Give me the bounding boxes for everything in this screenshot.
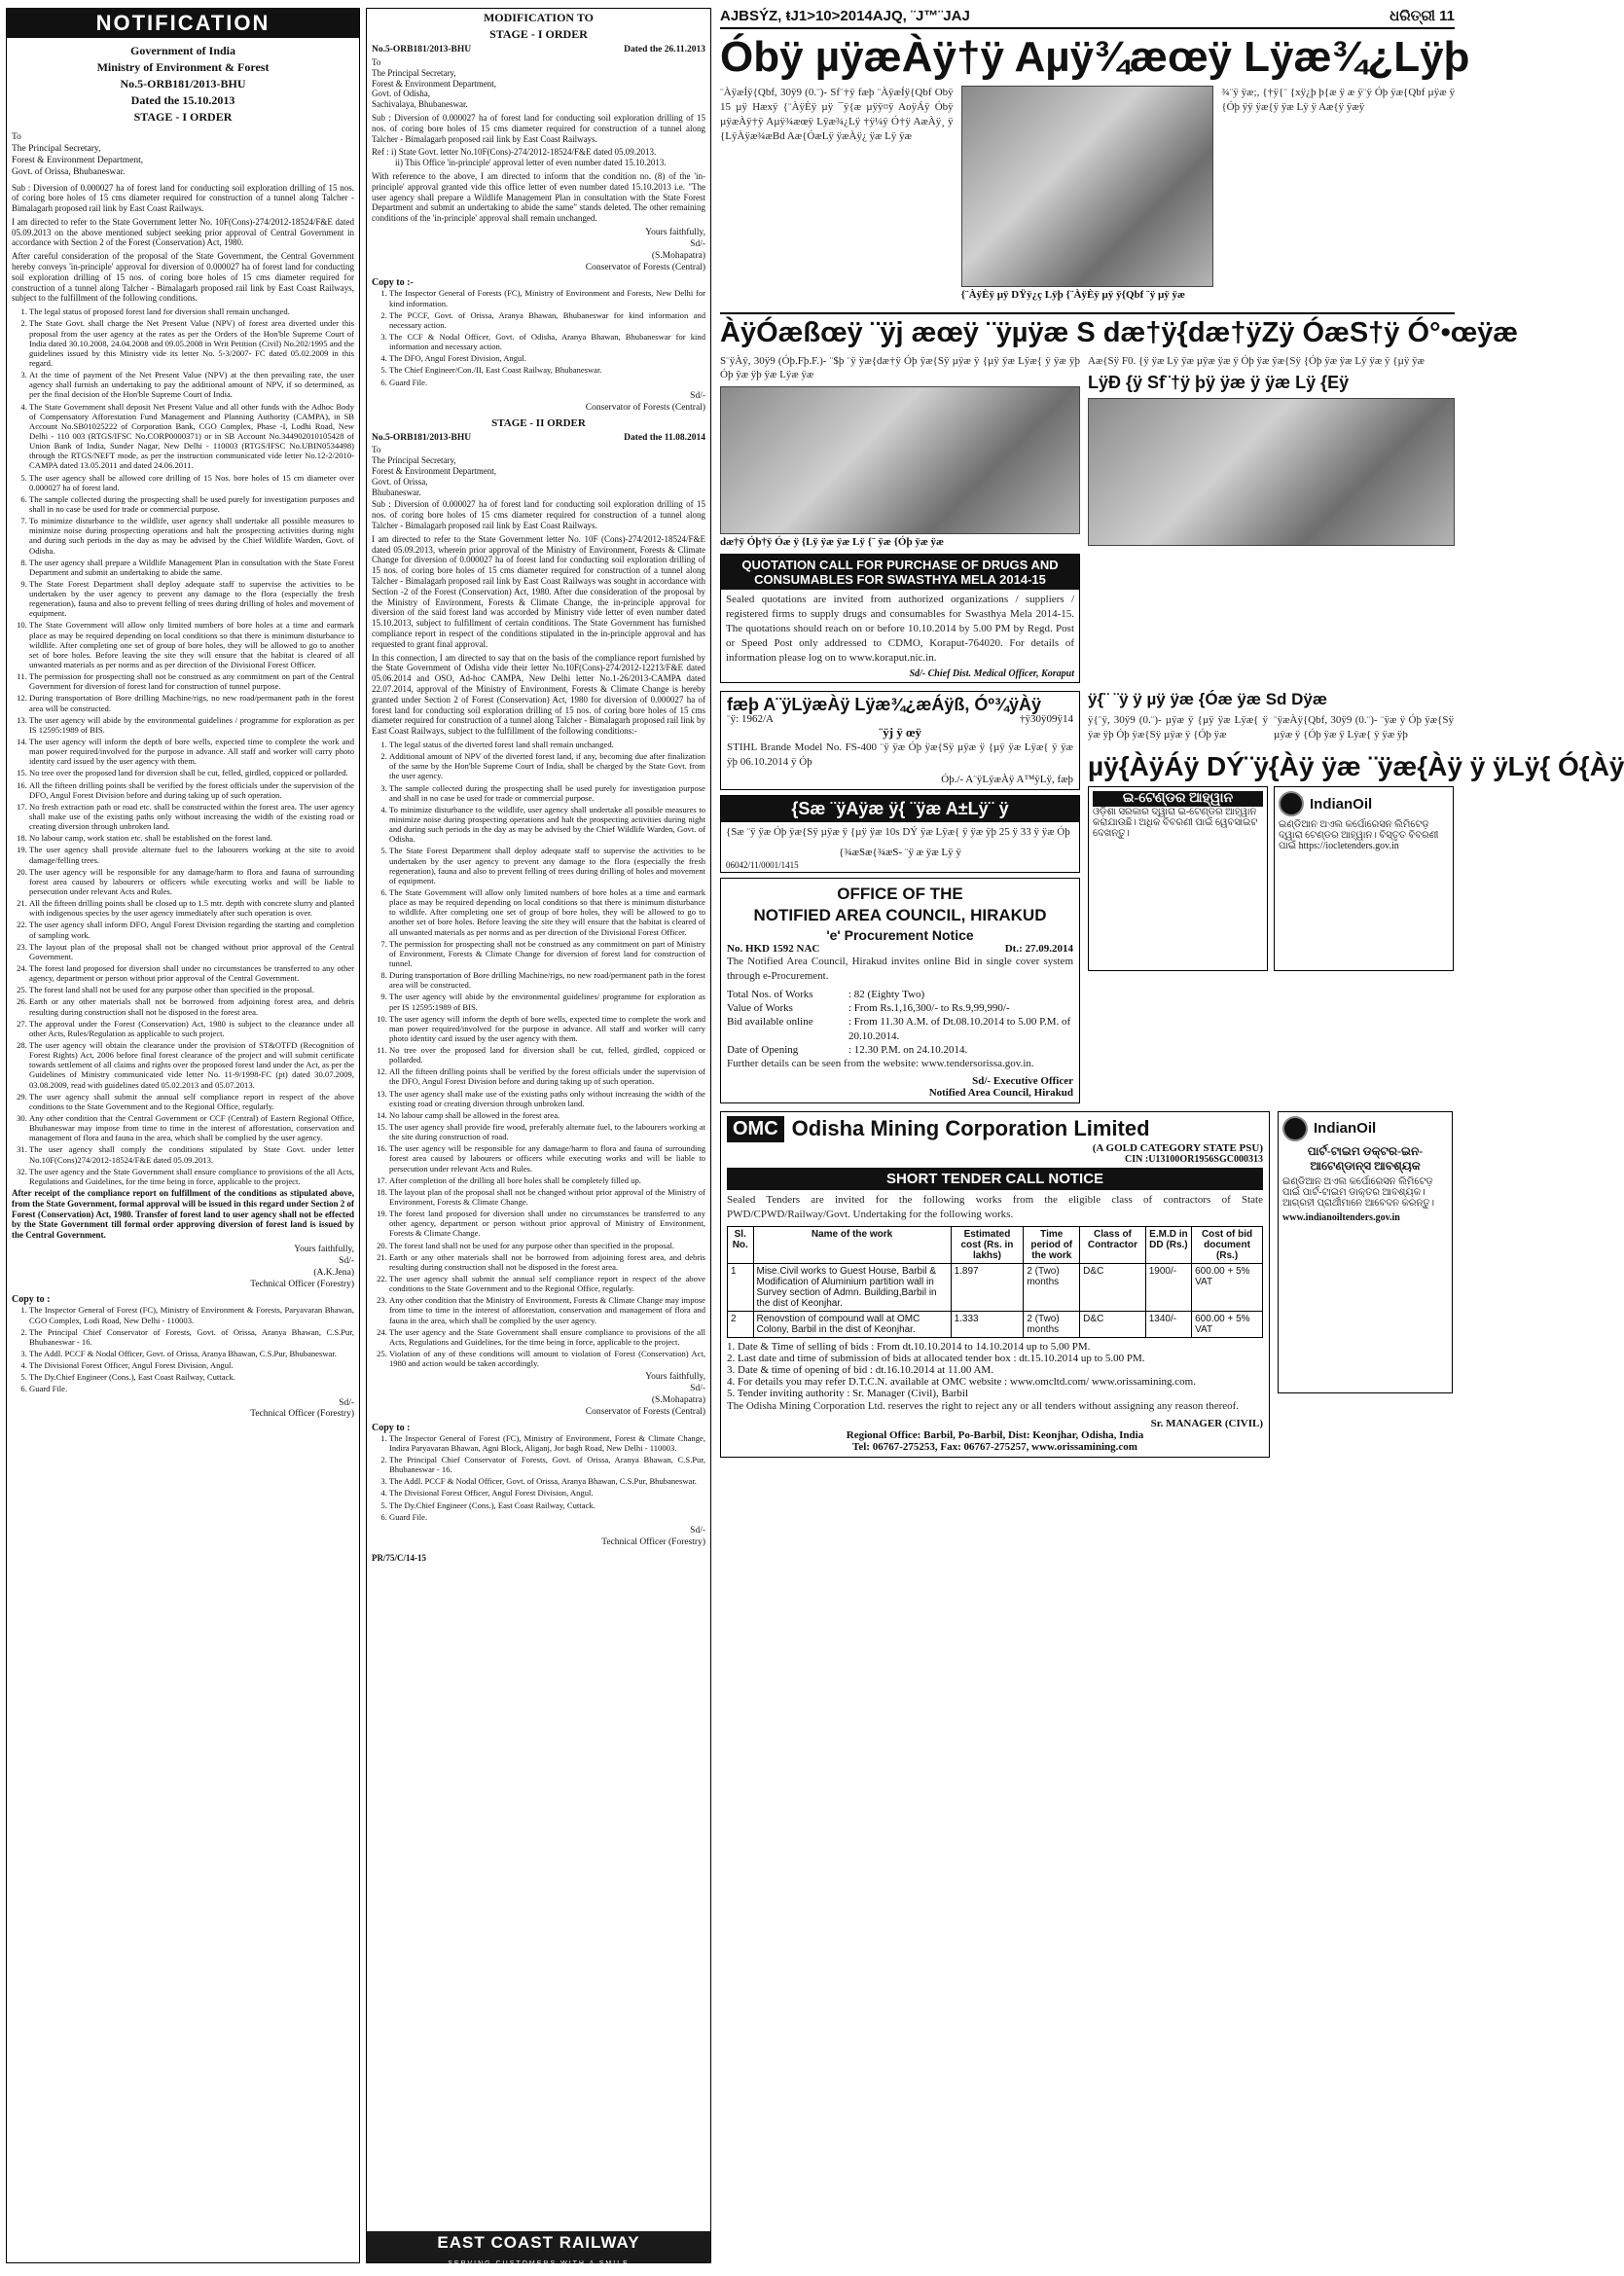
nac-detail-row: Total Nos. of Works : 82 (Eighty Two) — [727, 988, 925, 1000]
table-cell: D&C — [1080, 1263, 1146, 1311]
table-row — [728, 1311, 1263, 1337]
notice3-title: STAGE - II ORDER — [491, 417, 586, 430]
table-header: Sl. No. — [728, 1226, 754, 1263]
notice1-body-1: I am directed to refer to the State Government letter No. 10F(Cons)-274/2012-18524/F&E dated 05.09.2013 on the above mentioned subject seeking prior approval of Central Government in accordance with Section 2 of the Forest (Conservation) Act, 1980. — [12, 216, 354, 248]
pr-number: PR/75/C/14-15 — [372, 1552, 426, 1563]
condition-item: 19. The forest land proposed for diversion shall under no circumstances be transferred to any other agency, department or person without prior approval of Ministry of Environment, Forests & Climate Change. — [389, 1209, 705, 1238]
copy-item: 5. The Dy.Chief Engineer (Cons.), East Coast Railway, Cuttack. — [29, 1372, 354, 1382]
condition-item: 23. The layout plan of the proposal shall not be changed without prior approval of the Central Government. — [29, 942, 354, 961]
condition-item: 1. The legal status of proposed forest land for diversion shall remain unchanged. — [29, 307, 354, 316]
notification-stage-two — [366, 8, 711, 2267]
notice3-subject: Sub : Diversion of 0.000027 ha of forest land for conducting soil exploration drilling of 15 nos. of coring bore holes of 15 cms diameter required for construction of a tunnel along Talcher - Bimalagarh proposed rail link by East Coast Railways. — [372, 499, 705, 531]
condition-item: 9. The State Forest Department shall deploy adequate staff to supervise the activities to be undertaken by the user agency to prevent any damage to the flora (especially the fresh regeneration), fauna and also to prevent felling of trees during drilling of holes and movement of equipment. — [29, 579, 354, 619]
story-2 — [720, 354, 1455, 683]
notice3-copy-list — [372, 1433, 705, 1522]
condition-item: 16. The user agency will be responsible for any damage/harm to flora and fauna of surrounding forest area caused by labourers or officers while executing works and will be liable to persecution under relevant Acts and Rules. — [389, 1143, 705, 1173]
condition-item: 9. The user agency will abide by the environmental guidelines/ programme for exploration as per IS 12595:1989 of BIS. — [389, 992, 705, 1011]
table-header: Class of Contractor — [1080, 1226, 1146, 1263]
copy-item: 4. The DFO, Angul Forest Division, Angul. — [389, 353, 705, 363]
nac-hirakud-notice: OFFICE OF THE NOTIFIED AREA COUNCIL, HIRAKUD 'e' Procurement Notice No. HKD 1592 NAC Dt.: 27.09.2014 The Notified Area Council, Hirakud invites online Bid in single cover system through e-Procurement. Total Nos. of Works : 82 (Eighty Two) Value of Works : From Rs.1,16,300/- to Rs.9,99,990/- Bid available online : From 11.30 A.M. of Dt.08.10.2014 to 5.00 P.M. of 20.10.2014. Date of Opening : 12.30 P.M. on 24.10.2014. Further details can be seen from the website: www.tendersorissa.gov.in. Sd/- Executive Officer Notified Area Council, Hirakud — [720, 878, 1080, 1103]
table-header: Name of the work — [753, 1226, 951, 1263]
jail-tender-ad: fæþ A¨ÿLÿæÀÿ Lÿæ¾¿æÁÿß, Óº¾ÿÀÿ ¨ÿ: 1962/A †ÿ30ÿ09ÿ14 ¨ÿj ÿ œÿ STIHL Brande Model No. FS-400 ¨ÿ ÿæ Óþ ÿæ{Sÿ µÿæ ÿ {µÿ ÿæ Lÿæ{ ÿ ÿæ ÿþ 06.10.2014 ÿ Óþ Óþ./- A¨ÿLÿæÀÿ A™ÿLÿ, fæþ — [720, 691, 1080, 791]
condition-item: 25. The forest land shall not be used for any purpose other than specified in the proposal. — [29, 985, 354, 994]
condition-item: 11. No tree over the proposed land for diversion shall be cut, felled, girdled, coppiced or pollarded. — [389, 1045, 705, 1065]
notice1-conditions — [12, 307, 354, 1186]
copy-item: 3. The Addl. PCCF & Nodal Officer, Govt. of Orissa, Aranya Bhawan, C.S.Pur, Bhubaneswar. — [389, 1476, 705, 1486]
condition-item: 7. The permission for prospecting shall not be construed as any commitment on part of Ministry of Environment, Forests & Climate Change for diversion of forest land for construction of tunnel. — [389, 939, 705, 968]
condition-item: 1. The legal status of the diverted forest land shall remain unchanged. — [389, 740, 705, 749]
table-cell: 1.333 — [951, 1311, 1024, 1337]
copy-item: 1. The Inspector General of Forests (FC), Ministry of Environment and Forests, New Delhi for kind information. — [389, 288, 705, 307]
condition-item: 27. The approval under the Forest (Conservation) Act, 1980 is subject to the clearance under all other Acts, Rules/Regulation as applicable to such project. — [29, 1019, 354, 1038]
condition-item: 3. The sample collected during the prospecting shall be used purely for investigation purpose and shall in no case be used for trade or commercial purpose. — [389, 783, 705, 803]
bottom-row — [720, 1111, 1455, 1458]
notice1-copy-list — [12, 1305, 354, 1393]
copy-item: 1. The Inspector General of Forest (FC), Ministry of Environment, Forest & Climate Change, Indira Paryavaran Bhawan, Agni Block, Aliganj, Jor bagh Road, New Delhi - 110003. — [389, 1433, 705, 1453]
notice1-addressee: To The Principal Secretary, Forest & Environment Department, Govt. of Orissa, Bhubaneswar. — [12, 132, 144, 177]
notice2-signature: Yours faithfully, Sd/- (S.Mohapatra) Conservator of Forests (Central) — [585, 227, 705, 272]
condition-item: 5. The State Forest Department shall deploy adequate staff to supervise the activities to be undertaken by the user agency to prevent any damage to the flora (especially the fresh regeneration), fauna and also to prevent felling of trees during drilling of holes and movement of equipment. — [389, 846, 705, 885]
notice2-subject: Sub : Diversion of 0.000027 ha of forest land for conducting soil exploration drilling of 15 nos. of coring bore holes of 15 cms diameter required for construction of a tunnel along Talcher - Bimalagarh proposed rail link by East Coast Railways. — [372, 112, 705, 144]
condition-item: 22. The user agency shall submit the annual self compliance report in respect of the above conditions to the State Government and to the Regional Office, regularly. — [389, 1274, 705, 1293]
condition-item: 18. The layout plan of the proposal shall not be changed without prior approval of the Ministry of Environment, Forests & Climate Change. — [389, 1187, 705, 1207]
copy-item: 4. The Divisional Forest Officer, Angul Forest Division, Angul. — [389, 1488, 705, 1498]
condition-item: 25. Violation of any of these conditions will amount to violation of Forest (Conservation) Act, 1980 and action would be taken accordingly. — [389, 1349, 705, 1368]
notice2-ref-2: ii) This Office 'in-principle' approval letter of even number dated 15.10.2013. — [395, 158, 667, 168]
condition-item: 21. All the fifteen drilling points shall be closed up to 1.5 mtr. depth with concrete slurry and planted with indigenous species by the user agency immediately after such operation is over. — [29, 898, 354, 918]
notice2-body: With reference to the above, I am directed to inform that the condition no. (8) of the 'in-principle' approval granted vide this office letter of even number dated 15.10.2013 i.e. "The user agency shall prepare a Wildlife Management Plan in consultation with the State Forest Department and submit an undertaking to abide the same" stands deleted. The other remaining conditions of the 'in-principle' approval shall remain unchanged. — [372, 170, 705, 224]
east-coast-railway-banner: EAST COAST RAILWAY SERVING CUSTOMERS WITH A SMILE — [367, 2231, 710, 2262]
nac-detail-row: Date of Opening : 12.30 P.M. on 24.10.2014. — [727, 1043, 968, 1056]
condition-item: 30. Any other condition that the Central Government or CCF (Central) of Eastern Regional Office, Bhubaneswar may impose from time to time in the interest of afforestation, conservation and management of flora and fauna in the area, which shall be complied by the user agency. — [29, 1113, 354, 1142]
condition-item: 6. The State Government will allow only limited numbers of bore holes at a time and earmark place as may be required depending on local conditions so that there is minimum disturbance to wildlife. After completing one set of group of bore holes, they will be allowed to go to another set of bore holes. Before leaving the site they will ensure that the habitat is cleared of all unwanted materials as per norms and as per direction of the Divisional Forest Officer. — [389, 887, 705, 937]
page-header: AJBSÝZ, ŧJ1>10>2014AJQ, ¨J™¨JAJ ଧରିତ୍ରୀ 11 — [720, 8, 1455, 29]
notice2-signature-2: Sd/- Conservator of Forests (Central) — [585, 390, 705, 413]
copy-item: 6. Guard File. — [389, 378, 705, 387]
notice1-title: Government of India Ministry of Environment & Forest No.5-ORB181/2013-BHU Dated the 15.10.2013 STAGE - I ORDER — [96, 44, 270, 124]
condition-item: 8. During transportation of Bore drilling Machine/rigs, no new road/permanent path in the forest area will be constructed. — [389, 970, 705, 990]
condition-item: 7. To minimize disturbance to the wildlife, user agency shall undertake all possible measures to minimize noise during prospecting operations and halt the prospecting activities during night and during such periods in the day as may be advised by the Chief Wildlife Warden, Govt. of Odisha. — [29, 516, 354, 556]
condition-item: 20. The forest land shall not be used for any purpose other than specified in the proposal. — [389, 1241, 705, 1250]
condition-item: 4. The State Government shall deposit Net Present Value and all other funds with the Adhoc Body of Compensatory Afforestation Fund Management and Planning Authority (CAMPA), in SB Account No.SB01025222 of Corporation Bank, CGO Complex, Phase -I, Lodhi Road, New Delhi - 110 003 (RTGS/IFSC No.CORP0000371) or in SB Account No.344902010105428 of Union Bank of India, Sunder Nagar, New Delhi - 110003 (RTGS/IFSC No.UBIN0534498) through the RTGS/NEFT mode, as per the instruction communicated vide letter No.12-2/2010-CAMPA dated 13.05.2011 and dated 24.06.2011. — [29, 402, 354, 471]
table-cell: 1900/- — [1145, 1263, 1191, 1311]
story-2-caption: dæ†ÿ Óþ†ÿ Óæ ÿ {Lÿ ÿæ ÿæ Lÿ {¨ ÿæ {Óþ ÿæ ÿæ — [720, 536, 944, 549]
notice3-signature: Yours faithfully, Sd/- (S.Mohapatra) Conservator of Forests (Central) — [585, 1372, 705, 1417]
story-4-text: ÿ{¨ÿ, 30ÿ9 (0.¨)- µÿæ ÿ {µÿ ÿæ Lÿæ{ ÿ ÿæ ÿþ Óþ ÿæ{Sÿ µÿæ ÿ {Óþ ÿæ — [1088, 714, 1268, 741]
copy-item: 5. The Dy.Chief Engineer (Cons.), East Coast Railway, Cuttack. — [389, 1500, 705, 1510]
condition-item: 3. At the time of payment of the Net Present Value (NPV) at the then prevailing rate, the user agency shall furnish an undertaking to pay the additional amount of NPV, if so determined, as per the final decision of the Hon'ble Supreme Court of India. — [29, 370, 354, 399]
odia-etender-ad: ଇ-ଟେଣ୍ଡର ଆହ୍ୱାନ ଓଡ଼ିଶା ସରକାର ଦ୍ୱାରା ଇ-ଟେଣ୍ଡର ଆହ୍ୱାନ କରାଯାଉଛି। ଅଧିକ ବିବରଣୀ ପାଇଁ ୱେବସାଇଟ ଦେଖନ୍ତୁ। — [1088, 786, 1268, 971]
condition-item: 15. No tree over the proposed land for diversion shall be cut, felled, girdled, coppiced or pollarded. — [29, 768, 354, 777]
condition-item: 14. The user agency will inform the depth of bore wells, expected time to complete the work and man power required/involved for the purpose in advance. All staff and worker will carry photo identity card issued by the user agency with them. — [29, 737, 354, 766]
condition-item: 12. All the fifteen drilling points shall be verified by the forest officials under the supervision of the DFO, Angul Forest Division before and during taking up of such operation. — [389, 1066, 705, 1086]
notice3-copy-title: Copy to : — [372, 1422, 411, 1433]
nac-detail-row: Bid available online : From 11.30 A.M. of Dt.08.10.2014 to 5.00 P.M. of 20.10.2014. — [727, 1016, 1071, 1042]
caption-3: LÿÐ {ÿ Sf¨†ÿ þÿ ÿæ ÿ ÿæ Lÿ {Eÿ — [1088, 373, 1350, 393]
condition-item: 11. The permission for prospecting shall not be construed as any commitment on part of the Central Government for diversion of forest land for construction of tunnel purpose. — [29, 671, 354, 691]
table-cell: D&C — [1080, 1311, 1146, 1337]
notice1-subject: Sub : Diversion of 0.000027 ha of forest land for conducting soil exploration drilling of 15 nos. of coring bore holes of 15 cms diameter required for construction of a tunnel along Talcher - Bimalagarh proposed rail link by East Coast Railways. — [12, 182, 354, 214]
notice1-signature-2: Sd/- Technical Officer (Forestry) — [250, 1397, 354, 1420]
notice3-signature-2: Sd/- Technical Officer (Forestry) — [601, 1525, 705, 1547]
indianoil-ad-2: IndianOil ପାର୍ଟ-ଟାଇମ ଡକ୍ଟର-ଇନ-ଆଟେଣ୍ଡାନ୍ସ ଆବଶ୍ୟକ ଇଣ୍ଡିଆନ ଅଏଲ କର୍ପୋରେସନ ଲିମିଟେଡ଼ ପାଇଁ ପାର୍ଟ-ଟାଇମ ଡାକ୍ତର ଆବଶ୍ୟକ। ଆଗ୍ରହୀ ପ୍ରାର୍ଥୀମାନେ ଆବେଦନ କରନ୍ତୁ। www.indianoiltenders.gov.in — [1278, 1111, 1453, 1393]
condition-item: 15. The user agency shall provide fire wood, preferably alternate fuel, to the labourers working at the site during construction of road. — [389, 1122, 705, 1141]
notice3-body-1: I am directed to refer to the State Government letter No. 10F (Cons)-274/2012-18524/F&E dated 05.09.2013, wherein prior approval of the Ministry of Environment, Forests & Climate Change for diversion of 0.000027 ha of forest land for conducting soil exploration drilling of 15 nos. of coring bore holes of 15 cms diameter required for construction of a tunnel along Talcher - Bimalagarh proposed rail link by East Coast Railways was sought in accordance with Section -2 of the Forest (Conservation) Act, 1980. After due consideration of the proposal by the Ministry of Environment, Forests & Climate Change, the in-principle approval for diversion of the said forest land was accorded by Ministry vide letter of even number dated 15.10.2013, subject to fulfillment of certain conditions. The State Government has furnished compliance report in respect of the conditions stipulated in the in-principle approval and has requested to grant final approval. — [372, 533, 705, 649]
condition-item: 32. The user agency and the State Government shall ensure compliance to provisions of the all Acts, Regulations and Guidelines, for the time being in force, applicable to the project. — [29, 1167, 354, 1186]
condition-item: 28. The user agency will obtain the clearance under the provision of ST&OTFD (Recognition of Forest Rights) Act, 2006 before final forest clearance of the project and will submit certificate towards settlement of all claims and rights over the proposed forest land under the Act, as per the Guidelines of Ministry communicated vide letter No. 11-9/1998-FC (pt) dated 30.07.2009, 03.08.2009, read with guidelines dated 05.02.2013 and 05.07.2013. — [29, 1040, 354, 1090]
nac-detail-row: Value of Works : From Rs.1,16,300/- to Rs.9,99,990/- — [727, 1001, 1010, 1014]
omc-tender-table — [727, 1226, 1263, 1338]
notice1-copy-title: Copy to : — [12, 1294, 51, 1306]
copy-item: 6. Guard File. — [29, 1384, 354, 1393]
table-cell: 1.897 — [951, 1263, 1024, 1311]
copy-item: 3. The CCF & Nodal Officer, Govt. of Odisha, Aranya Bhawan, Bhubaneswar for kind information and necessary action. — [389, 332, 705, 351]
notice2-addressee: To The Principal Secretary, Forest & Environment Department, Govt. of Odisha, Sachivalaya, Bhubaneswar. — [372, 57, 496, 110]
table-cell: 2 (Two) months — [1024, 1311, 1080, 1337]
notice3-addressee: To The Principal Secretary, Forest & Environment Department, Govt. of Orissa, Bhubaneswar. — [372, 445, 496, 497]
condition-item: 21. Earth or any other materials shall not be borrowed from adjoining forest area, and debris resulting during construction shall not be disposed in the forest area. — [389, 1252, 705, 1272]
condition-item: 20. The user agency will be responsible for any damage/harm to flora and fauna of surrounding forest area caused by labourers or officers while executing works and will be liable to persecution under relevant Acts and Rules. — [29, 867, 354, 896]
table-cell: Renovstion of compound wall at OMC Colony, Barbil in the dist of Keonjhar. — [753, 1311, 951, 1337]
condition-item: 16. All the fifteen drilling points shall be verified by the forest officials under the supervision of the DFO, Angul Forest Division before and during taking up of such operation. — [29, 780, 354, 800]
notification-stage-one — [6, 8, 360, 2263]
condition-item: 17. No fresh extraction path or road etc. shall be constructed within the forest area. The user agency shall make use of the existing paths only without increasing the width of the existing road or creating diversion through unbroken land. — [29, 802, 354, 831]
omc-note: 5. Tender inviting authority : Sr. Manager (Civil), Barbil — [727, 1387, 969, 1399]
omc-tender-notice: OMC Odisha Mining Corporation Limited (A GOLD CATEGORY STATE PSU) CIN :U13100OR1956SGC000313 SHORT TENDER CALL NOTICE Sealed Tenders are invited for the following works from the eligible class of contractors of State PWD/CPWD/Railway/Govt. Undertaking for the following works. Sl. No. Name of the work Estimated cost (Rs. in lakhs) Time period of the work Class of Contractor E.M.D in DD (Rs.) Cost of bid document (Rs.) 1 Mise.Civil works to Guest House, Barbil & Modification of Aluminium partition wall in Survey section of Admn. Building,Barbil in the dist of Keonjhar. 1.897 2 (Two) months D&C 1900/- 600.00 + 5% VAT 2 Renovstion of compound wall at OMC Colony, Barbil in the dist of Keonjhar. 1.333 2 (Two) months D&C 1340/- 600.00 + 5% VAT 1. Date & Time of selling of bids : From dt.10.10.2014 to 14.10.2014 up to 5.00 PM. 2. Last date and time of submission of bids at allocated tender box : dt.15.10.2014 up to 5.00 PM. 3. Date & time of opening of bid : dt.16.10.2014 at 11.00 AM. 4. For details you may refer D.T.C.N. available at OMC website : www.omcltd.com/ www.orissamining.com. 5. Tender inviting authority : Sr. Manager (Civil), Barbil The Odisha Mining Corporation Ltd. reserves the right to reject any or all tenders without assigning any reason thereof. Sr. MANAGER (CIVIL) Regional Office: Barbil, Po-Barbil, Dist: Keonjhar, Odisha, India Tel: 06767-275253, Fax: 06767-275257, www.orissamining.com — [720, 1111, 1270, 1458]
notice2-copy-title: Copy to :- — [372, 277, 414, 289]
condition-item: 4. To minimize disturbance to the wildlife, user agency shall undertake all possible measures to minimize noise during prospecting operations and halt the prospecting activities during night and during such periods in the day as may be advised by the Chief Wildlife Warden, Govt. of Odisha. — [389, 805, 705, 845]
condition-item: 31. The user agency shall comply the conditions stipulated by State Govt. under letter No.10F(Cons)274/2012-18524/F&E dated 05.09.2013. — [29, 1144, 354, 1164]
nac-details — [727, 988, 1073, 1057]
condition-item: 24. The user agency and the State Government shall ensure compliance to provisions of the all Acts, Regulations and Guidelines, for the time being in force, applicable to the project. — [389, 1327, 705, 1347]
notice3-ref: No.5-ORB181/2013-BHU Dated the 11.08.2014 — [372, 433, 705, 444]
condition-item: 10. The user agency will inform the depth of bore wells, expected time to complete the work and man power required/involved for the purpose in advance. All staff and worker will carry photo identity card issued by the user agency with them. — [389, 1014, 705, 1043]
story-1 — [720, 86, 1455, 307]
condition-item: 18. No labour camp, work station etc. shall be established on the forest land. — [29, 833, 354, 843]
story-1-photo — [961, 86, 1214, 287]
notice1-signature: Yours faithfully, Sd/- (A.K.Jena) Technical Officer (Forestry) — [250, 1244, 354, 1289]
condition-item: 12. During transportation of Bore drilling Machine/rigs, no new road/permanent path in the forest area will be constructed. — [29, 693, 354, 712]
notice2-ref-1: Ref : i) State Govt. letter No.10F(Cons)-274/2012-18524/F&E dated 05.09.2013. — [372, 147, 657, 158]
condition-item: 6. The sample collected during the prospecting shall be used purely for investigation purposes and shall in no case be used for trade or commercial purpose. — [29, 494, 354, 514]
condition-item: 5. The user agency shall be allowed core drilling of 15 Nos. bore holes of 15 cm diameter over 0.000027 ha of forest land. — [29, 473, 354, 492]
notice1-after: After receipt of the compliance report on fulfillment of the conditions as stipulated above, from the State Government, formal approval will be issued in this regard under Section 2 of Forest (Conservation) Act, 1980. Transfer of forest land to user agency shall not be effected by the State Government till formal order approving diversion of forest land is issued by the Central Government. — [12, 1187, 354, 1241]
story-1-text: ¨ÀÿæÍÿ{Qbf, 30ÿ9 (0.¨)- Sf¨†ÿ fæþ ¨ÀÿæÍÿ{Qbf Obÿ 15 µÿ Hæxÿ {¨ÀÿÈÿ µÿ ¯ÿ{æ µÿÿ¤ÿ AoÿÁÿ Óbÿ µÿæÀÿ†ÿ Aµÿ¾æœÿ Lÿæ¾¿Lÿ †ÿ¼ÿ Ó†ÿ AæÀÿ¸ ÿ {LÿÀÿæ¾æBd Aæ{ÓæLÿ ÿæÀÿ¿ ÿæ Lÿ ÿæ — [720, 87, 954, 142]
table-header: Cost of bid document (Rs.) — [1192, 1226, 1263, 1263]
omc-note: 4. For details you may refer D.T.C.N. available at OMC website : www.omcltd.com/ www.orissamining.com. — [727, 1375, 1196, 1388]
boxed-notice-ad: {Sæ ¨ÿAÿæ ÿ{ ¨ÿæ A±Lÿ¨ ÿ {Sæ ¨ÿ ÿæ Óþ ÿæ{Sÿ µÿæ ÿ {µÿ ÿæ 10s DÝ ÿæ Lÿæ{ ÿ ÿæ ÿþ 25 ÿ 33 ÿ ÿæ Óþ {¾æSæ{¾æS- ¨ÿ æ ÿæ Lÿ ÿ 06042/11/0001/1415 — [720, 795, 1080, 873]
condition-item: 23. Any other condition that the Ministry of Environment, Forests & Climate Change may impose from time to time in the interest of afforestation, conservation and management of flora and fauna in the area, which shall be complied by the user agency. — [389, 1295, 705, 1324]
omc-logo-icon: OMC — [727, 1116, 784, 1142]
ads-row — [720, 689, 1624, 1103]
table-header: E.M.D in DD (Rs.) — [1145, 1226, 1191, 1263]
table-header: Time period of the work — [1024, 1226, 1080, 1263]
omc-notes — [727, 1341, 1263, 1399]
table-cell: 2 (Two) months — [1024, 1263, 1080, 1311]
headline-1: Óbÿ µÿæÀÿ†ÿ Aµÿ¾æœÿ Lÿæ¾¿Lÿþ — [720, 33, 1470, 81]
headline-3: µÿ{ÀÿÁÿ DÝ¨ÿ{Àÿ ÿæ ¨ÿæ{Àÿ ÿ ÿLÿ{ Ó{Àÿ — [1088, 751, 1624, 782]
condition-item: 13. The user agency will abide by the environmental guidelines / programme for exploration as per IS 12595:1989 of BIS. — [29, 715, 354, 735]
notice3-conditions — [372, 740, 705, 1368]
notice2-copy-list — [372, 288, 705, 386]
table-cell: 2 — [728, 1311, 754, 1337]
quotation-call-ad: QUOTATION CALL FOR PURCHASE OF DRUGS AND CONSUMABLES FOR SWASTHYA MELA 2014-15 Sealed quotations are invited from authorized organizations / suppliers / registered firms to supply drugs and consumables for Swasthya Mela 2014-15. The quotations should reach on or before 10.10.2014 by 5.00 PM by Regd. Post or Speed Post only addressed to CDMO, Koraput-764020. For details of information please log on to www.koraput.nic.in. Sd/- Chief Dist. Medical Officer, Koraput — [720, 554, 1080, 682]
notice2-ref: No.5-ORB181/2013-BHU Dated the 26.11.2013 — [372, 45, 705, 54]
table-cell: Mise.Civil works to Guest House, Barbil & Modification of Aluminium partition wall in Survey section of Admn. Building,Barbil in the dist of Keonjhar. — [753, 1263, 951, 1311]
condition-item: 14. No labour camp shall be allowed in the forest area. — [389, 1110, 705, 1120]
copy-item: 2. The Principal Chief Conservator of Forests, Govt. of Orissa, Aranya Bhawan, C.S.Pur, Bhubaneswar - 16. — [29, 1327, 354, 1347]
notification-banner: NOTIFICATION — [7, 9, 359, 38]
notice1-body-2: After careful consideration of the proposal of the State Government, the Central Government hereby conveys 'in-principle' approval for diversion of 0.000027 ha of forest land for conducting soil exploration drilling of 15 nos. of coring bore holes of 15 cms diameter required for construction of a tunnel along Talcher - Bimalagarh proposed rail link by East Coast Railways, subject to the fulfillment of the following conditions. — [12, 251, 354, 304]
story-2-photo — [720, 386, 1080, 534]
notice3-body-2: In this connection, I am directed to say that on the basis of the compliance report furnished by the State Government of Odisha vide their letter No.10F(Cons)-274/2012-12213/F&E dated 05.06.2014 and OSO, Ad-hoc CAMPA, New Delhi letter No.1-26/2013-CAMPA dated 22.07.2014, approval of the Ministry of Environment, Forests & Climate Change is hereby granted under Section 2 of Forest (Conservation) Act, 1980 for diversion of 0.000027 ha of forest land for conducting soil exploration drilling of 15 nos. of coring bore holes of 15 cms diameter required for construction of a tunnel along Talcher - Bimalagarh proposed rail link by East Coast Railways, subject to the fulfillment of the following conditions:- — [372, 652, 705, 737]
copy-item: 3. The Addl. PCCF & Nodal Officer, Govt. of Orissa, Aranya Bhawan, C.S.Pur, Bhubaneswar. — [29, 1349, 354, 1358]
condition-item: 22. The user agency shall inform DFO, Angul Forest Division regarding the starting and completion of sampling work. — [29, 920, 354, 939]
table-header: Estimated cost (Rs. in lakhs) — [951, 1226, 1024, 1263]
condition-item: 13. The user agency shall make use of the existing paths only without increasing the width of the existing road or creating diversion through unbroken land. — [389, 1089, 705, 1108]
copy-item: 1. The Inspector General of Forest (FC), Ministry of Environment & Forests, Paryavaran Bhawan, CGO Complex, Lodi Road, New Delhi - 110003. — [29, 1305, 354, 1324]
condition-item: 24. The forest land proposed for diversion shall under no circumstances be transferred to any other agency, department or person without prior approval of the Central Government. — [29, 963, 354, 983]
table-cell: 600.00 + 5% VAT — [1192, 1311, 1263, 1337]
condition-item: 8. The user agency shall prepare a Wildlife Management Plan in consultation with the State Forest Department and submit an undertaking to abide the same. — [29, 558, 354, 577]
story-1-caption: {¨ÀÿÈÿ µÿ DŸÿ¿ç Lÿþ {¨ÀÿÈÿ µÿ ÿ{Qbf ¨ÿ µÿ ÿæ — [960, 289, 1185, 302]
headline-2: ÀÿÓæßœÿ ¨ÿj æœÿ ¨ÿµÿæ S dæ†ÿ{dæ†ÿZÿ ÓæS†ÿ Ó°•œÿæ — [720, 312, 1455, 347]
condition-item: 10. The State Government will allow only limited numbers of bore holes at a time and earmark place as may be required depending on local conditions so that there is minimum disturbance to wildlife. After completing one set of group of bore holes, they will be allowed to go to another set of bore holes. Before leaving the site they will ensure that the habitat is cleared of all unwanted materials as per norms and as per direction of the Divisional Forest Officer. — [29, 620, 354, 669]
condition-item: 17. After completion of the drilling all bore holes shall be completely filled up. — [389, 1175, 705, 1185]
indianoil-ad-1: IndianOil ଇଣ୍ଡିଆନ ଅଏଲ କର୍ପୋରେସନ ଲିମିଟେଡ଼ ଦ୍ୱାରା ଟେଣ୍ଡର ଆହ୍ୱାନ। ବିସ୍ତୃତ ବିବରଣୀ ପାଇଁ https://iocletenders.gov.in — [1274, 786, 1454, 971]
story-3-photo — [1088, 398, 1455, 546]
omc-name: Odisha Mining Corporation Limited — [791, 1116, 1150, 1141]
condition-item: 26. Earth or any other materials shall not be borrowed from adjoining forest area, and debris resulting during construction shall not be disposed in the forest area. — [29, 996, 354, 1016]
omc-note: 1. Date & Time of selling of bids : From dt.10.10.2014 to 14.10.2014 up to 5.00 PM. — [727, 1340, 1091, 1353]
table-cell: 1 — [728, 1263, 754, 1311]
caption-4: ÿ{¨ ¨ÿ ÿ µÿ ÿæ {Óæ ÿæ Sd Dÿæ — [1088, 689, 1328, 708]
news-page — [720, 8, 1624, 2263]
condition-item: 2. The State Govt. shall charge the Net Present Value (NPV) of forest area diverted under this proposal from the user agency at the rates as per the Orders of the Hon'ble Supreme Court of India dated 30.10.2008, 24.04.2008 and 09.05.2008 in Writ Petition (Civil) No.202/1995 and the guidelines issued by this Ministry vide its letter No. 5-3/2007- FC dated 05.02.2009 in this regard. — [29, 318, 354, 368]
copy-item: 5. The Chief Engineer/Con./II, East Coast Railway, Bhubaneswar. — [389, 365, 705, 375]
story-2-text-2: Aæ{Sÿ F0. {ÿ ÿæ Lÿ ÿæ µÿæ ÿæ ÿ Óþ ÿæ ÿæ{Sÿ {Óþ ÿæ ÿæ Lÿ ÿæ ÿ {µÿ ÿæ — [1088, 354, 1425, 367]
omc-note: 2. Last date and time of submission of bids at allocated tender box : dt.15.10.2014 up to 5.00 PM. — [727, 1352, 1145, 1364]
copy-item: 4. The Divisional Forest Officer, Angul Forest Division, Angul. — [29, 1360, 354, 1370]
indianoil-logo-icon — [1282, 1116, 1308, 1141]
condition-item: 29. The user agency shall submit the annual self compliance report in respect of the above conditions to the State Government and to the Regional Office, regularly. — [29, 1092, 354, 1111]
copy-item: 2. The Principal Chief Conservator of Forests, Govt. of Orissa, Aranya Bhawan, C.S.Pur, Bhubaneswar - 16. — [389, 1455, 705, 1474]
condition-item: 19. The user agency shall provide alternate fuel to the labourers working at the site to avoid damage/felling trees. — [29, 845, 354, 864]
copy-item: 2. The PCCF, Govt. of Orissa, Aranya Bhawan, Bhubaneswar for kind information and necessary action. — [389, 310, 705, 330]
story-2-text: S¨ÿÀÿ, 30ÿ9 (Óþ.Fþ.F.)- ¨$þ ¨ÿ ÿæ{dæ†ÿ Óþ ÿæ{Sÿ µÿæ ÿ {µÿ ÿæ Lÿæ{ ÿ ÿæ ÿþ Óþ ÿæ ÿþ ÿæ Lÿæ ÿæ — [720, 354, 1080, 381]
indianoil-logo-icon — [1279, 791, 1304, 816]
copy-item: 6. Guard File. — [389, 1512, 705, 1522]
condition-item: 2. Additional amount of NPV of the diverted forest land, if any, becoming due after finalization of the same by the Hon'ble Supreme Court of India, shall be charged by the State Govt. from the user agency. — [389, 751, 705, 780]
table-cell: 1340/- — [1145, 1311, 1191, 1337]
story-1-text-2: ¾¨ÿ ÿæ;, {†ÿ{¨ {xÿ¿þ þ{æ ÿ æ ÿ¨ÿ Óþ ÿæ{Qbf µÿæ ÿ {Óþ ÿÿ ÿæ{ÿ ÿæ Lÿ ÿ Aæ{ÿ ÿæÿ — [1221, 87, 1455, 114]
notice2-title: MODIFICATION TO STAGE - I ORDER — [483, 11, 594, 41]
table-cell: 600.00 + 5% VAT — [1192, 1263, 1263, 1311]
story-4-text-2: ¨ÿæÀÿ{Qbf, 30ÿ9 (0.¨)- ¨ÿæ ÿ Óþ ÿæ{Sÿ µÿæ ÿ {Óþ ÿæ ÿ Lÿæ{ ÿ ÿæ ÿþ — [1274, 714, 1454, 741]
omc-note: 3. Date & time of opening of bid : dt.16.10.2014 at 11.00 AM. — [727, 1363, 993, 1376]
table-row — [728, 1263, 1263, 1311]
